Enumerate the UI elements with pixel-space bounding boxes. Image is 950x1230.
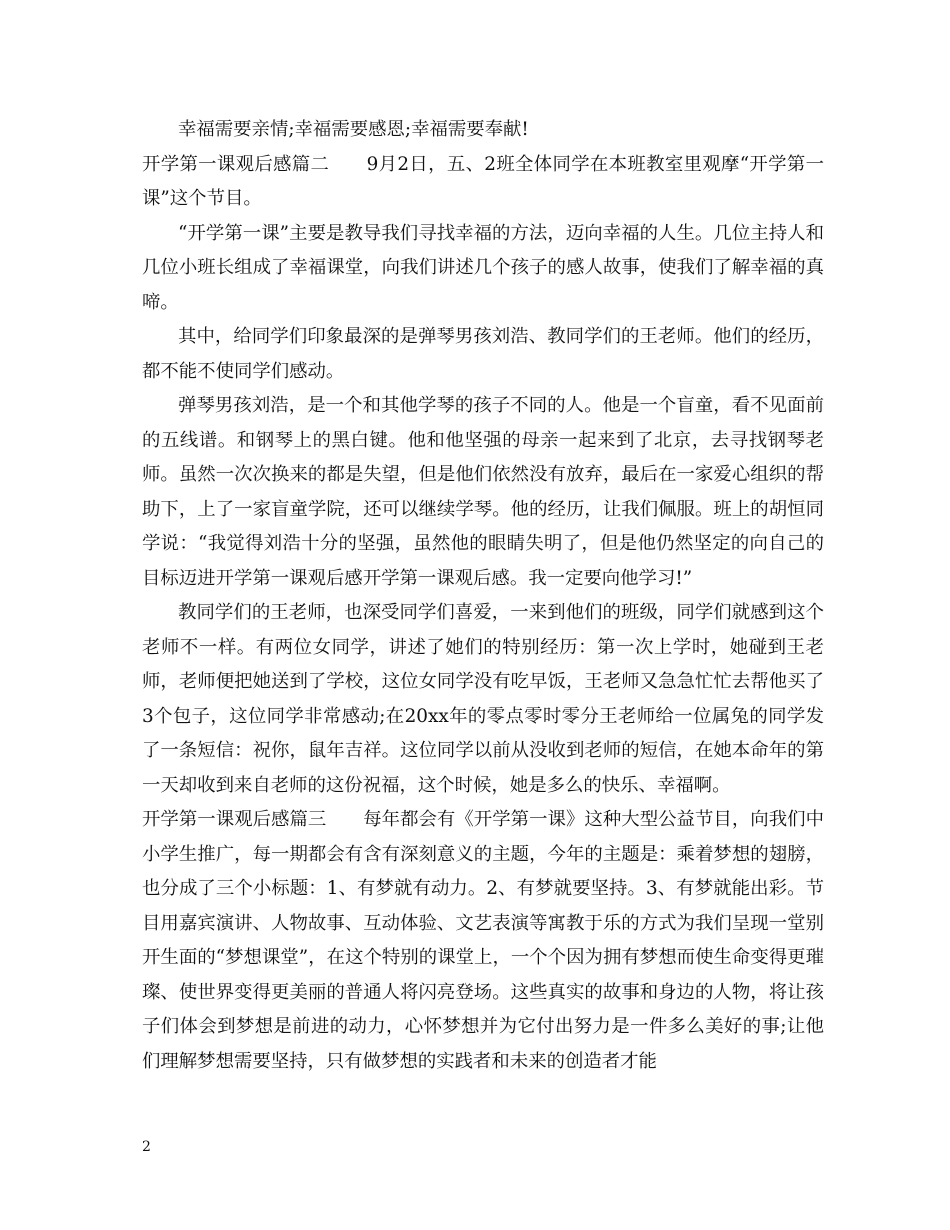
- body-text: [142, 113, 824, 1079]
- paragraph-impression: 其中，给同学们印象最深的是弹琴男孩刘浩、教同学们的王老师。他们的经历，都不能不使同学们感动。: [142, 326, 824, 382]
- paragraph-happiness-summary: 幸福需要亲情;幸福需要感恩;幸福需要奉献!: [178, 119, 529, 140]
- paragraph-essay-two-intro: 开学第一课观后感篇二 9月2日，五、2班全体同学在本班教室里观摩“开学第一课”这个节目。: [142, 153, 824, 209]
- paragraph-program-description: “开学第一课”主要是教导我们寻找幸福的方法，迈向幸福的人生。几位主持人和几位小班长组成了幸福课堂，向我们讲述几个孩子的感人故事，使我们了解幸福的真啼。: [142, 222, 824, 313]
- paragraph-essay-three: 开学第一课观后感篇三 每年都会有《开学第一课》这种大型公益节目，向我们中小学生推广，每一期都会有含有深刻意义的主题，今年的主题是：乘着梦想的翅膀，也分成了三个小标题：1、有梦就有动力。2、有梦就要坚持。3、有梦就能出彩。节目用嘉宾演讲、人物故事、互动体验、文艺表演等寓教于乐的方式为我们呈现一堂别开生面的“梦想课堂”，在这个特别的课堂上，一个个因为拥有梦想而使生命变得更璀璨、使世界变得更美丽的普通人将闪亮登场。这些真实的故事和身边的人物，将让孩子们体会到梦想是前进的动力，心怀梦想并为它付出努力是一件多么美好的事;让他们理解梦想需要坚持，只有做梦想的实践者和未来的创造者才能: [142, 809, 824, 1072]
- page-number: 2: [142, 1139, 151, 1155]
- paragraph-liu-hao-story: 弹琴男孩刘浩，是一个和其他学琴的孩子不同的人。他是一个盲童，看不见面前的五线谱。和钢琴上的黑白键。他和他坚强的母亲一起来到了北京，去寻找钢琴老师。虽然一次次换来的都是失望，但是他们依然没有放弃，最后在一家爱心组织的帮助下，上了一家盲童学院，还可以继续学琴。他的经历，让我们佩服。班上的胡恒同学说：“我觉得刘浩十分的坚强，虽然他的眼睛失明了，但是他仍然坚定的向自己的目标迈进开学第一课观后感开学第一课观后感。我一定要向他学习!”: [142, 395, 824, 589]
- paragraph-teacher-wang-story: 教同学们的王老师，也深受同学们喜爱，一来到他们的班级，同学们就感到这个老师不一样。有两位女同学，讲述了她们的特别经历：第一次上学时，她碰到王老师，老师便把她送到了学校，这位女同学没有吃早饭，王老师又急急忙忙去帮他买了3个包子，这位同学非常感动;在20xx年的零点零时零分王老师给一位属兔的同学发了一条短信：祝你，鼠年吉祥。这位同学以前从没收到老师的短信，在她本命年的第一天却收到来自老师的这份祝福，这个时候，她是多么的快乐、幸福啊。: [142, 602, 824, 796]
